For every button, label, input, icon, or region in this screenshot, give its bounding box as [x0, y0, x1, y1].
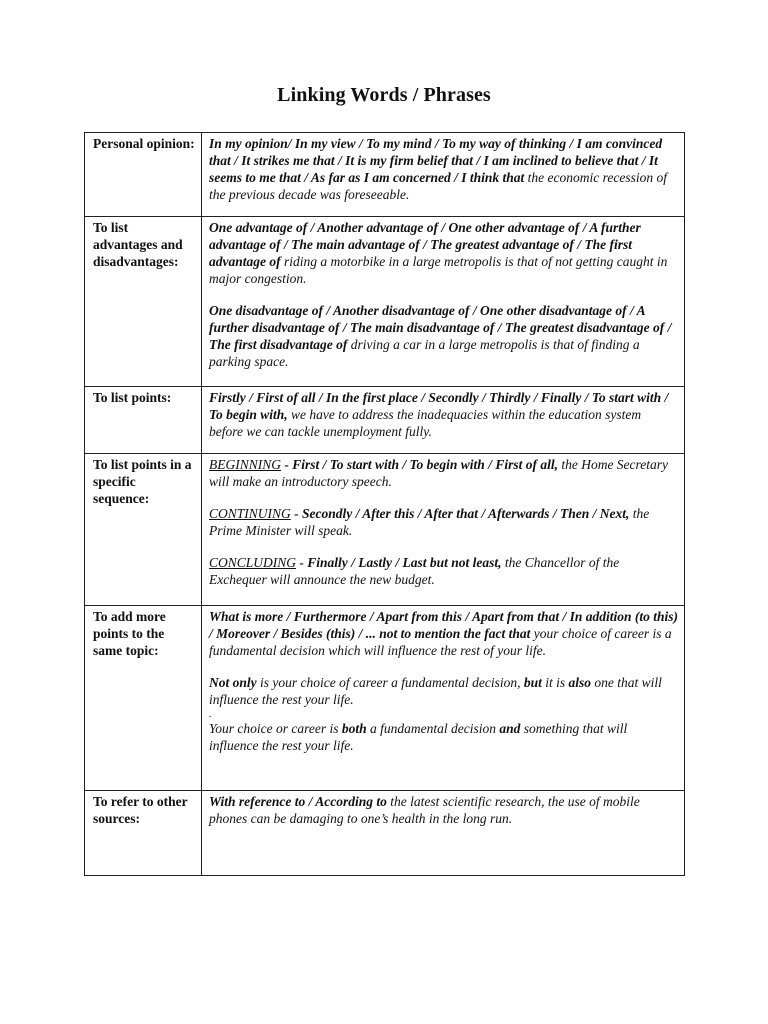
example-text: a fundamental decision: [366, 721, 500, 736]
row-content: [202, 606, 685, 791]
row-content: [202, 133, 685, 217]
example-text: the Home Secretary will make an introductory speech.: [209, 457, 669, 489]
example-text: the latest scientific research, the use of mobile phones can be damaging to one’s health in the long run.: [209, 794, 640, 826]
emphasis-word: both: [341, 721, 367, 736]
table-row: [85, 791, 685, 876]
phrase-list: Firstly / First of all / In the first place / Secondly / Thirdly / Finally / To start with / To begin with,: [209, 390, 669, 422]
emphasis-word: and: [499, 721, 521, 736]
example-text: something that will influence the rest your life.: [209, 721, 628, 753]
row-label: To list advantages and disadvantages:: [85, 217, 202, 387]
row-label: Personal opinion:: [85, 133, 202, 217]
table-row: [85, 133, 685, 217]
sequence-heading: CONTINUING: [209, 506, 291, 521]
addition-paragraph: [209, 608, 678, 659]
row-label: To refer to other sources:: [85, 791, 202, 876]
example-text: riding a motorbike in a large metropolis is that of not getting caught in major congestion.: [209, 254, 668, 286]
page-title: Linking Words / Phrases: [277, 84, 491, 106]
example-text: driving a car in a large metropolis is that of finding a parking space.: [209, 337, 640, 369]
row-content: [202, 217, 685, 387]
sequence-heading: CONCLUDING: [209, 555, 297, 570]
phrase-list: What is more / Furthermore / Apart from this / Apart from that / In addition (to this) / Moreover / Besides (this) / ... not to mention the fact that: [209, 609, 678, 641]
both-and-paragraph: [209, 720, 678, 754]
row-content: [202, 387, 685, 454]
example-text: one that will influence the rest your life.: [209, 675, 662, 707]
row-label: To list points:: [85, 387, 202, 454]
phrase-list: One disadvantage of / Another disadvantage of / One other disadvantage of / A further disadvantage of / The main disadvantage of / The greatest disadvantage of / The first disadvantage of: [209, 303, 672, 352]
row-label: To add more points to the same topic:: [85, 606, 202, 791]
stray-dot: .: [209, 708, 212, 720]
emphasis-word: but: [523, 675, 542, 690]
phrase-list: With reference to / According to: [209, 794, 387, 809]
phrase-list: - Finally / Lastly / Last but not least,: [296, 555, 502, 570]
example-text: the Chancellor of the Exchequer will announce the new budget.: [209, 555, 620, 587]
example-text: your choice of career is a fundamental decision which will influence the rest of your life.: [209, 626, 672, 658]
phrase-list: One advantage of / Another advantage of / One other advantage of / A further advantage of / The main advantage of / The greatest advantage of / The first advantage of: [209, 220, 641, 269]
continuing-paragraph: [209, 505, 678, 539]
example-text: it is: [541, 675, 569, 690]
example-text: we have to address the inadequacies within the education system before we can tackle unemployment fully.: [209, 407, 642, 439]
example-text: Your choice or career is: [209, 721, 342, 736]
phrase-list: - Secondly / After this / After that / Afterwards / Then / Next,: [290, 506, 630, 521]
row-label: To list points in a specific sequence:: [85, 454, 202, 606]
table-row: [85, 217, 685, 387]
table-row: [85, 454, 685, 606]
emphasis-word: also: [568, 675, 592, 690]
example-text: the Prime Minister will speak.: [209, 506, 650, 538]
example-text: the economic recession of the previous decade was foreseeable.: [209, 170, 667, 202]
row-content: [202, 791, 685, 876]
table-row: [85, 606, 685, 791]
linking-words-table: [84, 132, 685, 876]
emphasis-word: Not only: [209, 675, 257, 690]
disadvantages-paragraph: [209, 302, 678, 370]
sequence-heading: BEGINNING: [209, 457, 281, 472]
advantages-paragraph: [209, 219, 678, 287]
beginning-paragraph: [209, 456, 678, 490]
concluding-paragraph: [209, 554, 678, 588]
phrase-list: In my opinion/ In my view / To my mind / To my way of thinking / I am convinced that / It strikes me that / It is my firm belief that / I am inclined to believe that / It seems to me that / As far as I am concerned / I think that: [209, 136, 663, 185]
not-only-paragraph: [209, 674, 678, 708]
row-content: [202, 454, 685, 606]
example-text: is your choice of career a fundamental decision,: [256, 675, 524, 690]
table-row: [85, 387, 685, 454]
phrase-list: - First / To start with / To begin with / First of all,: [281, 457, 558, 472]
